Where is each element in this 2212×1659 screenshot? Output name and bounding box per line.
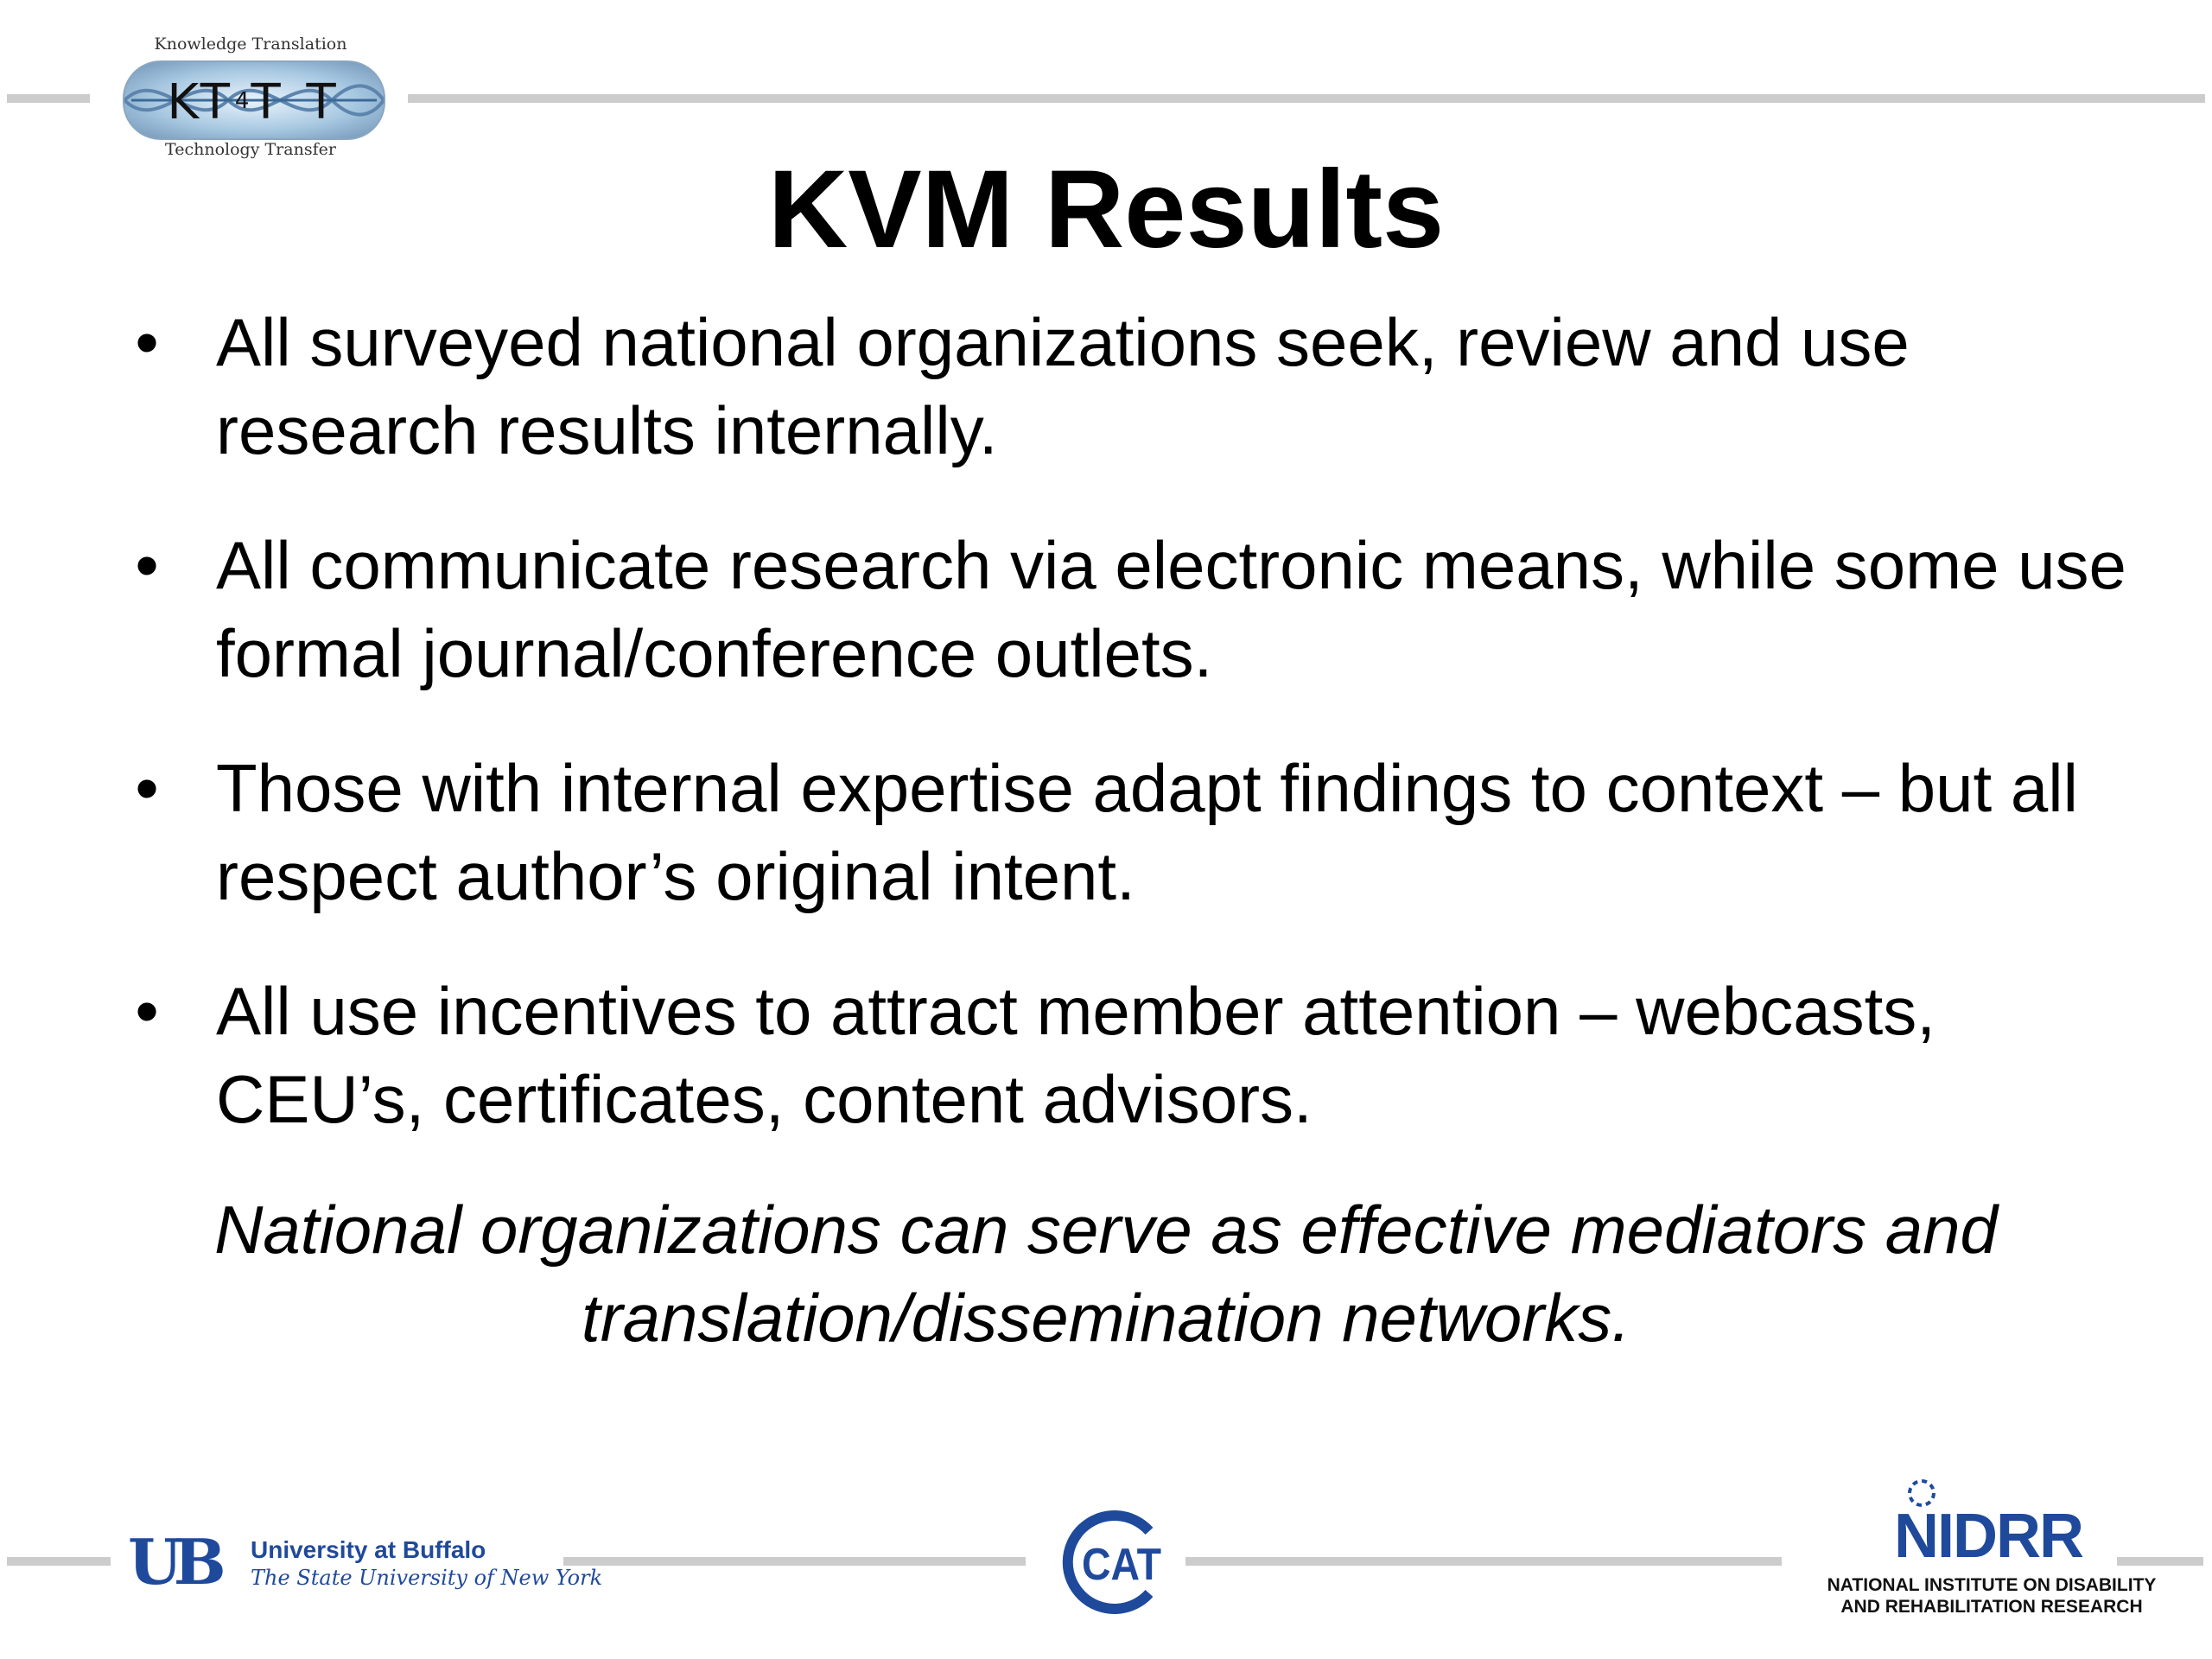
kt4tt-letter-t: T <box>200 74 235 130</box>
slide-title: KVM Results <box>767 148 1445 271</box>
bottom-rule-center-right <box>1185 1557 1782 1566</box>
cat-mark-text: CAT <box>1082 1540 1162 1590</box>
conclusion-line-1: National organizations can serve as effective mediators and <box>214 1192 1998 1268</box>
kt4tt-letter-k: K <box>167 74 200 130</box>
bullet-text: All surveyed national organizations seek, review and use research results internally. <box>216 304 1910 468</box>
top-rule-left <box>7 94 90 103</box>
kt4tt-letters <box>124 74 384 130</box>
conclusion-text <box>112 1185 2100 1362</box>
conclusion-line-2: translation/dissemination networks. <box>582 1280 1630 1356</box>
bullet-item <box>130 967 2143 1143</box>
ub-subtitle: The State University of New York <box>251 1566 603 1590</box>
bullet-icon: • <box>135 750 159 826</box>
kt4tt-letter-4: 4 <box>234 88 251 114</box>
bullet-text: All communicate research via electronic means, while some use formal journal/conference outlets. <box>216 527 2126 691</box>
bullet-icon: • <box>135 973 159 1049</box>
nidrr-subtitle-line-2: AND REHABILITATION RESEARCH <box>1840 1597 2143 1617</box>
kt4tt-top-text: Knowledge Translation <box>154 35 347 54</box>
bullet-item <box>130 521 2143 697</box>
bullet-list <box>130 298 2143 1190</box>
bullet-item <box>130 744 2143 920</box>
cat-logo <box>1047 1510 1177 1614</box>
kt4tt-mark <box>123 60 385 140</box>
bottom-rule-middle <box>563 1557 1026 1566</box>
bullet-text: All use incentives to attract member attention – webcasts, CEU’s, certificates, content advisors. <box>216 973 1936 1137</box>
ub-name: University at Buffalo <box>251 1536 486 1563</box>
kt4tt-letters-tt: T T <box>251 74 341 130</box>
nidrr-name: NIDRR <box>1894 1502 2082 1571</box>
kt4tt-bottom-text: Technology Transfer <box>165 140 336 159</box>
cat-mark-icon <box>1047 1510 1177 1614</box>
bullet-icon: • <box>135 527 159 603</box>
ub-mark-icon: UB <box>128 1525 218 1599</box>
bullet-item <box>130 298 2143 474</box>
bullet-icon: • <box>135 304 159 380</box>
top-rule-right <box>408 94 2205 103</box>
nidrr-subtitle <box>1797 1574 2186 1618</box>
bullet-text: Those with internal expertise adapt findings to context – but all respect author’s original intent. <box>216 750 2078 914</box>
bottom-rule-left <box>7 1557 111 1566</box>
ub-logo <box>128 1525 603 1600</box>
nidrr-subtitle-line-1: NATIONAL INSTITUTE ON DISABILITY <box>1827 1575 2157 1595</box>
nidrr-logo <box>1797 1478 2186 1624</box>
